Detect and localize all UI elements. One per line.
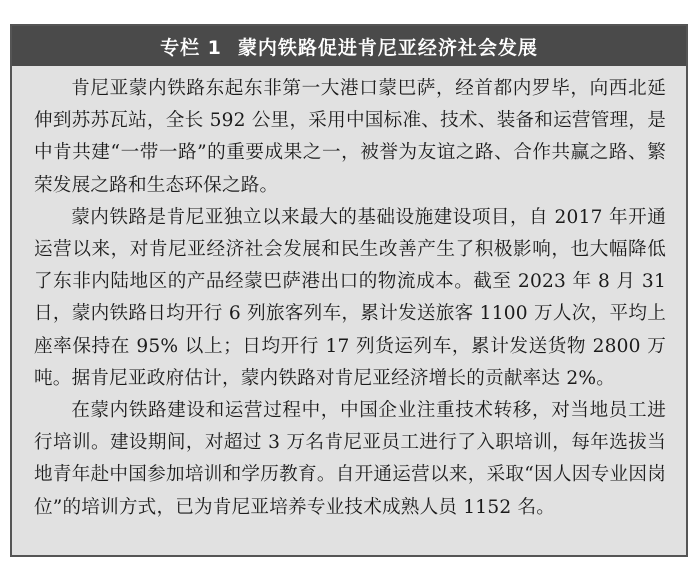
box-title bbox=[160, 33, 538, 60]
box-body bbox=[12, 66, 686, 524]
paragraph-1: 肯尼亚蒙内铁路东起东非第一大港口蒙巴萨，经首都内罗毕，向西北延伸到苏苏瓦站，全长 592 公里，采用中国标准、技术、装备和运营管理，是中肯共建“一带一路”的重要成果之一，被誉为友谊之路、合作共赢之路、繁荣发展之路和生态环保之路。 bbox=[34, 78, 666, 196]
box-header bbox=[12, 26, 686, 66]
sidebar-box bbox=[10, 24, 688, 557]
paragraph-2: 蒙内铁路是肯尼亚独立以来最大的基础设施建设项目，自 2017 年开通运营以来，对肯尼亚经济社会发展和民生改善产生了积极影响，也大幅降低了东非内陆地区的产品经蒙巴萨港出口的物流成本。截至 2023 年 8 月 31 日，蒙内铁路日均开行 6 列旅客列车，累计发送旅客 1100 万人次，平均上座率保持在 95% 以上；日均开行 17 列货运列车，累计发送货物 2800 万吨。据肯尼亚政府估计，蒙内铁路对肯尼亚经济增长的贡献率达 2%。 bbox=[34, 206, 666, 389]
box-heading: 蒙内铁路促进肯尼亚经济社会发展 bbox=[237, 36, 538, 59]
box-label: 专栏 1 bbox=[160, 36, 222, 59]
paragraph-3: 在蒙内铁路建设和运营过程中，中国企业注重技术转移，对当地员工进行培训。建设期间，对超过 3 万名肯尼亚员工进行了入职培训，每年选拔当地青年赴中国参加培训和学历教育。自开通运营以来，采取“因人因专业因岗位”的培训方式，已为肯尼亚培养专业技术成熟人员 1152 名。 bbox=[34, 400, 666, 518]
